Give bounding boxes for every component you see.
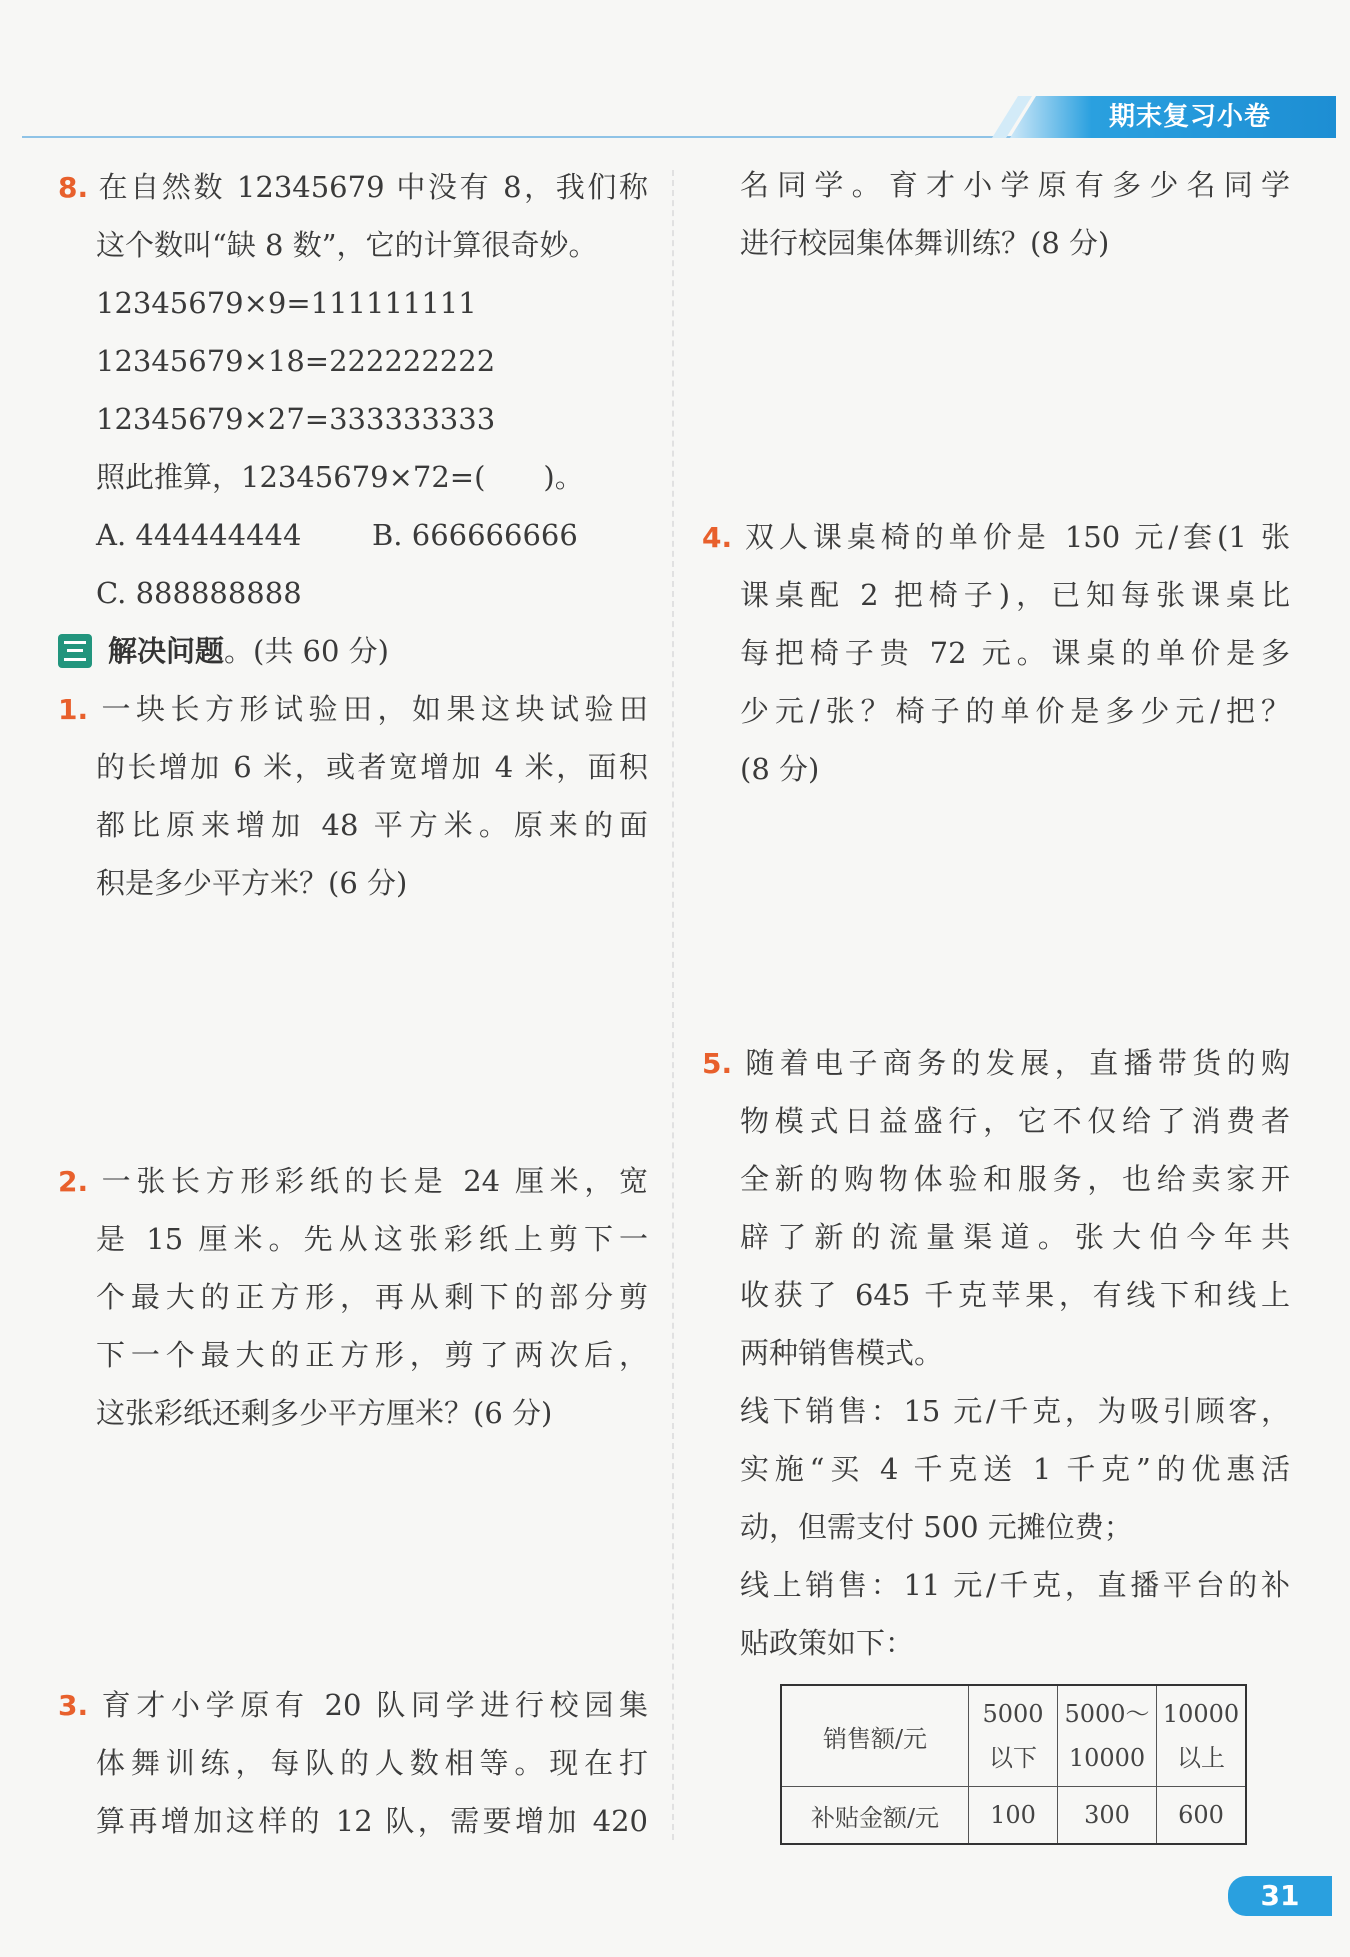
question-number: 2.: [58, 1165, 89, 1198]
question-text: 在自然数 12345679 中没有 8，我们称: [96, 170, 648, 204]
question-number: 8.: [58, 171, 89, 204]
online-sales-text: 贴政策如下：: [740, 1626, 915, 1660]
problem-2: [58, 1152, 648, 1442]
table-cell: 5000～ 10000: [1058, 1685, 1157, 1787]
option-c[interactable]: C. 888888888: [96, 576, 302, 610]
question-text: 这张彩纸还剩多少平方厘米？(6 分): [96, 1396, 553, 1430]
question-text: 一块长方形试验田，如果这块试验田: [96, 692, 648, 726]
question-text: 双人课桌椅的单价是 150 元/套(1 张: [740, 520, 1290, 554]
question-text: 两种销售模式。: [740, 1336, 944, 1370]
question-text: 随着电子商务的发展，直播带货的购: [740, 1046, 1290, 1080]
question-text: 的长增加 6 米，或者宽增加 4 米，面积: [96, 750, 648, 784]
page-number: 31: [1228, 1876, 1332, 1916]
question-8: [58, 158, 648, 622]
question-number: 4.: [702, 521, 733, 554]
question-text: 育才小学原有 20 队同学进行校园集: [96, 1688, 648, 1722]
question-text: 是 15 厘米。先从这张彩纸上剪下一: [96, 1222, 648, 1256]
section-score: 。(共 60 分): [224, 634, 389, 668]
question-text: 课桌配 2 把椅子)，已知每张课桌比: [740, 578, 1290, 612]
offline-sales-text: 实施“买 4 千克送 1 千克”的优惠活: [740, 1452, 1290, 1486]
table-cell: 5000 以下: [969, 1685, 1058, 1787]
question-text: 辟了新的流量渠道。张大伯今年共: [740, 1220, 1290, 1254]
table-cell: 300: [1058, 1787, 1157, 1845]
question-text: 全新的购物体验和服务，也给卖家开: [740, 1162, 1290, 1196]
table-row: [781, 1787, 1246, 1845]
table-cell: 600: [1157, 1787, 1247, 1845]
problem-4: [702, 508, 1290, 798]
header-title: 期末复习小卷: [1108, 102, 1271, 132]
question-text: 名同学。育才小学原有多少名同学: [740, 168, 1290, 202]
equation: 12345679×27=333333333: [96, 402, 496, 436]
problem-3: [58, 1676, 648, 1850]
left-column: [58, 158, 648, 912]
question-prompt: 照此推算，12345679×72=( )。: [96, 460, 584, 494]
table-cell-header: 补贴金额/元: [781, 1787, 969, 1845]
section-title: 解决问题: [108, 634, 225, 668]
section-heading: [58, 622, 648, 680]
problem-1: [58, 680, 648, 912]
question-text: (8 分): [740, 752, 820, 786]
question-text: 每把椅子贵 72 元。课桌的单价是多: [740, 636, 1290, 670]
question-text: 收获了 645 千克苹果，有线下和线上: [740, 1278, 1290, 1312]
subsidy-table: [780, 1684, 1247, 1845]
options-row: [58, 506, 648, 564]
question-text: 这个数叫“缺 8 数”，它的计算很奇妙。: [96, 228, 598, 262]
question-text: 物模式日益盛行，它不仅给了消费者: [740, 1104, 1290, 1138]
question-text: 算再增加这样的 12 队，需要增加 420: [96, 1804, 648, 1838]
question-text: 少元/张？椅子的单价是多少元/把？: [740, 694, 1290, 728]
problem-5: [702, 1034, 1290, 1672]
question-text: 体舞训练，每队的人数相等。现在打: [96, 1746, 648, 1780]
equation: 12345679×18=222222222: [96, 344, 496, 378]
option-a[interactable]: A. 444444444: [96, 518, 302, 552]
question-number: 5.: [702, 1047, 733, 1080]
question-text: 个最大的正方形，再从剩下的部分剪: [96, 1280, 648, 1314]
question-text: 积是多少平方米？(6 分): [96, 866, 408, 900]
table-cell-header: 销售额/元: [781, 1685, 969, 1787]
option-b[interactable]: B. 666666666: [372, 518, 578, 552]
equation: 12345679×9=111111111: [96, 286, 477, 320]
column-divider: [672, 170, 674, 1840]
table-cell: 100: [969, 1787, 1058, 1845]
question-text: 进行校园集体舞训练？(8 分): [740, 226, 1110, 260]
question-text: 下一个最大的正方形，剪了两次后，: [96, 1338, 648, 1372]
options-row: [58, 564, 648, 622]
question-text: 都比原来增加 48 平方米。原来的面: [96, 808, 648, 842]
problem-3-continued: [702, 156, 1290, 272]
section-three-icon: [58, 634, 92, 668]
question-number: 1.: [58, 693, 89, 726]
table-cell: 10000 以上: [1157, 1685, 1247, 1787]
offline-sales-text: 线下销售：15 元/千克，为吸引顾客，: [740, 1394, 1290, 1428]
online-sales-text: 线上销售：11 元/千克，直播平台的补: [740, 1568, 1290, 1602]
table-row: [781, 1685, 1246, 1787]
question-text: 一张长方形彩纸的长是 24 厘米，宽: [96, 1164, 648, 1198]
offline-sales-text: 动，但需支付 500 元摊位费；: [740, 1510, 1133, 1544]
question-number: 3.: [58, 1689, 89, 1722]
